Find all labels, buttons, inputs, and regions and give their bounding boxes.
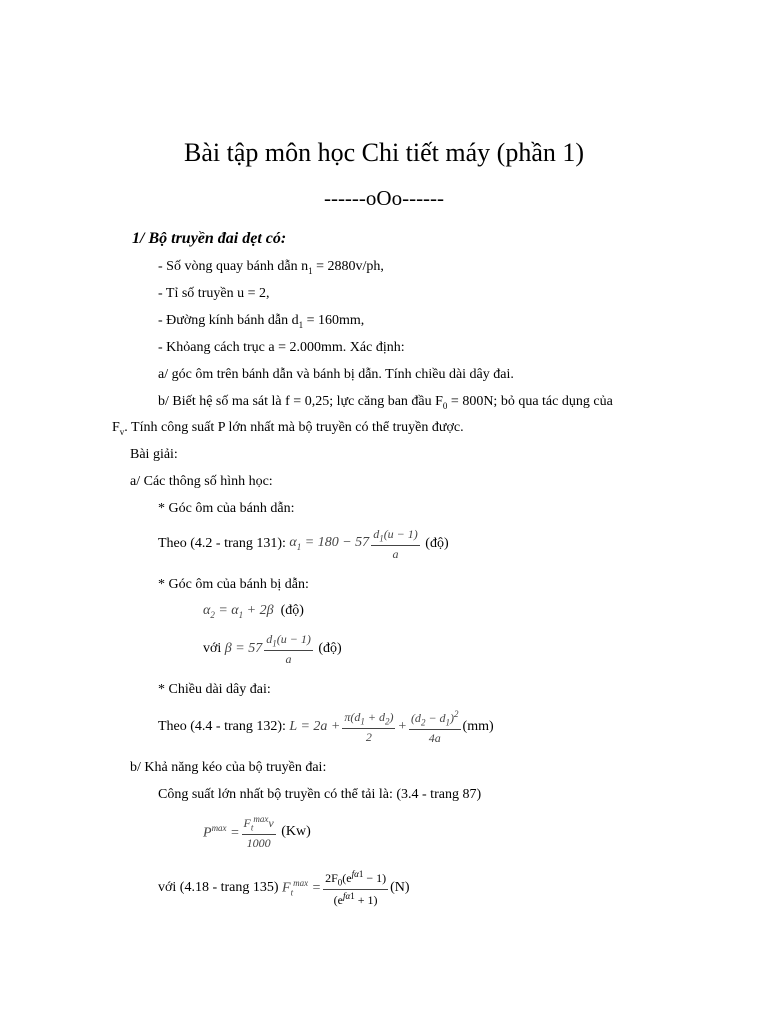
given-item-ratio: - Tỉ số truyền u = 2, bbox=[158, 286, 270, 301]
formula-beta-line: với β = 57 $\frac{d_1(u - 1)}{a}$ (độ) bbox=[203, 632, 342, 667]
solution-part-a: a/ Các thông số hình học: bbox=[130, 474, 273, 489]
wrap-angle-driven-label: * Góc ôm của bánh bị dẫn: bbox=[158, 577, 309, 592]
given-item-diameter: - Đường kính bánh dẫn $d_1 = 160mm$, bbox=[158, 313, 365, 330]
section-heading: 1/ Bộ truyền đai dẹt có: bbox=[132, 230, 287, 247]
formula-alpha1: Theo (4.2 - trang 131): $\alpha_1 = 180 - 57$ $\frac{d_1(u - 1)}{a}$ (độ) bbox=[158, 527, 449, 562]
max-power-label: Công suất lớn nhất bộ truyền có thể tải là: (3.4 - trang 87) bbox=[158, 787, 482, 802]
formula-length-line: Theo (4.4 - trang 132): L = 2a + $\frac{\pi(d_1 + d_2)}{2}$ + $\frac{(d_2 - d_1)^2}{4a}$ (mm) bbox=[158, 709, 494, 746]
solution-part-b: b/ Khả năng kéo của bộ truyền đai: bbox=[130, 760, 327, 775]
formula-alpha1-line bbox=[158, 528, 449, 560]
question-b-line2: $F_v$. Tính công suất P lớn nhất mà bộ truyền có thể truyền được. bbox=[112, 420, 464, 437]
solution-label: Bài giải: bbox=[130, 447, 178, 462]
title-separator: ------oOo------ bbox=[323, 186, 445, 210]
belt-length-label: * Chiều dài dây đai: bbox=[158, 682, 271, 697]
wrap-angle-drive-label: * Góc ôm của bánh dẫn: bbox=[158, 501, 295, 516]
document-title: Bài tập môn học Chi tiết máy (phần 1) bbox=[183, 138, 585, 167]
formula-power-line: $P^{max}$ = $\frac{F_t^{max}v}{1000}$ (Kw) bbox=[203, 814, 311, 851]
question-b-line1: b/ Biết hệ số ma sát là f = 0,25; lực căng ban đầu $F_0 = 800N$; bỏ qua tác dụng của bbox=[158, 394, 613, 411]
question-a: a/ góc ôm trên bánh dẫn và bánh bị dẫn. Tính chiều dài dây đai. bbox=[158, 367, 514, 382]
given-item-speed: - Số vòng quay bánh dẫn $n_1 = 2880v/ph$, bbox=[158, 259, 384, 276]
formula-alpha2-line: $\alpha_2 = \alpha_1 + 2\beta$ (độ) bbox=[203, 603, 304, 620]
given-item-distance: - Khỏang cách trục a = 2.000mm. Xác định: bbox=[158, 340, 405, 355]
formula-force-line: với (4.18 - trang 135) $F_t^{max}$ = $\frac{2F_0(e^{f\alpha 1} - 1)}{(e^{f\alpha 1} + 1)}$ (N) bbox=[158, 869, 410, 908]
